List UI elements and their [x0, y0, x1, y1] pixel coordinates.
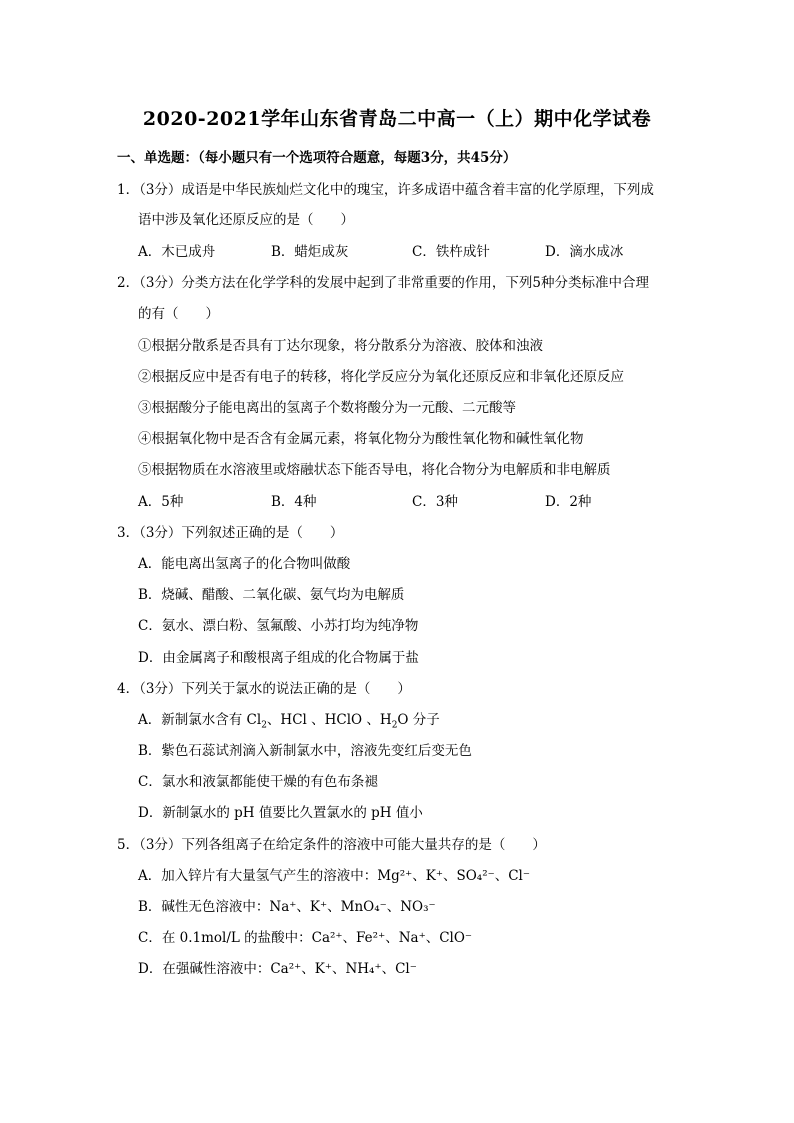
question-2-option-b: B．4种 [271, 494, 317, 510]
question-5-option-b: B．碱性无色溶液中：Na⁺、K⁺、MnO₄⁻、NO₃⁻ [138, 899, 436, 915]
question-4-option-a-pre: A．新制氯水含有 Cl [138, 712, 262, 728]
question-3-text: 3．（3分）下列叙述正确的是（ ） [117, 525, 344, 541]
question-2-item-2: ②根据反应中是否有电子的转移，将化学反应分为氧化还原反应和非氧化还原反应 [138, 369, 624, 385]
question-1-option-d: D．滴水成冰 [545, 244, 624, 260]
question-5-text: 5．（3分）下列各组离子在给定条件的溶液中可能大量共存的是（ ） [117, 837, 546, 853]
question-2-text: 2．（3分）分类方法在化学学科的发展中起到了非常重要的作用，下列5种分类标准中合理 [117, 275, 650, 291]
question-1-option-c: C．铁杵成针 [412, 244, 490, 260]
subscript: 2 [261, 720, 267, 731]
question-1-text: 1．（3分）成语是中华民族灿烂文化中的瑰宝，许多成语中蕴含着丰富的化学原理，下列成 [117, 182, 654, 198]
question-3-option-b: B．烧碱、醋酸、二氧化碳、氨气均为电解质 [138, 587, 405, 603]
question-2-item-1: ①根据分散系是否具有丁达尔现象，将分散系分为溶液、胶体和浊液 [138, 338, 543, 354]
question-4-option-b: B．紫色石蕊试剂滴入新制氯水中，溶液先变红后变无色 [138, 743, 472, 759]
question-4-option-a-mid: 、HCl 、HClO 、H [266, 712, 392, 728]
question-4-text: 4．（3分）下列关于氯水的说法正确的是（ ） [117, 681, 411, 697]
subscript: 2 [391, 720, 398, 731]
question-2-option-c: C．3种 [412, 494, 458, 510]
question-1-option-a: A．木已成舟 [138, 244, 216, 260]
question-2-option-d: D．2种 [545, 494, 592, 510]
exam-title: 2020-2021学年山东省青岛二中高一（上）期中化学试卷 [142, 108, 652, 130]
question-2-text-cont: 的有（ ） [138, 306, 219, 322]
question-5-option-a: A．加入锌片有大量氢气产生的溶液中：Mg²⁺、K⁺、SO₄²⁻、Cl⁻ [138, 868, 531, 884]
question-3-option-d: D．由金属离子和酸根离子组成的化合物属于盐 [138, 650, 419, 666]
question-2-item-4: ④根据氧化物中是否含有金属元素，将氧化物分为酸性氧化物和碱性氧化物 [138, 431, 584, 447]
question-4-option-a [138, 708, 440, 731]
question-4-option-a-post: O 分子 [397, 712, 440, 728]
section-heading: 一、单选题：（每小题只有一个选项符合题意，每题3分，共45分） [117, 150, 517, 166]
question-4-option-c: C．氯水和液氯都能使干燥的有色布条褪 [138, 774, 378, 790]
question-1-option-b: B．蜡炬成灰 [271, 244, 349, 260]
question-5-option-d: D．在强碱性溶液中：Ca²⁺、K⁺、NH₄⁺、Cl⁻ [138, 961, 417, 977]
question-5-option-c: C．在 0.1mol/L 的盐酸中：Ca²⁺、Fe²⁺、Na⁺、ClO⁻ [138, 930, 473, 946]
question-2-item-3: ③根据酸分子能电离出的氢离子个数将酸分为一元酸、二元酸等 [138, 400, 516, 416]
question-3-option-c: C．氨水、漂白粉、氢氟酸、小苏打均为纯净物 [138, 618, 419, 634]
question-3-option-a: A．能电离出氢离子的化合物叫做酸 [138, 556, 351, 572]
question-1-text-cont: 语中涉及氧化还原反应的是（ ） [138, 212, 354, 228]
question-2-item-5: ⑤根据物质在水溶液里或熔融状态下能否导电，将化合物分为电解质和非电解质 [138, 462, 611, 478]
question-4-option-d: D．新制氯水的 pH 值要比久置氯水的 pH 值小 [138, 805, 423, 821]
question-2-option-a: A．5种 [138, 494, 184, 510]
